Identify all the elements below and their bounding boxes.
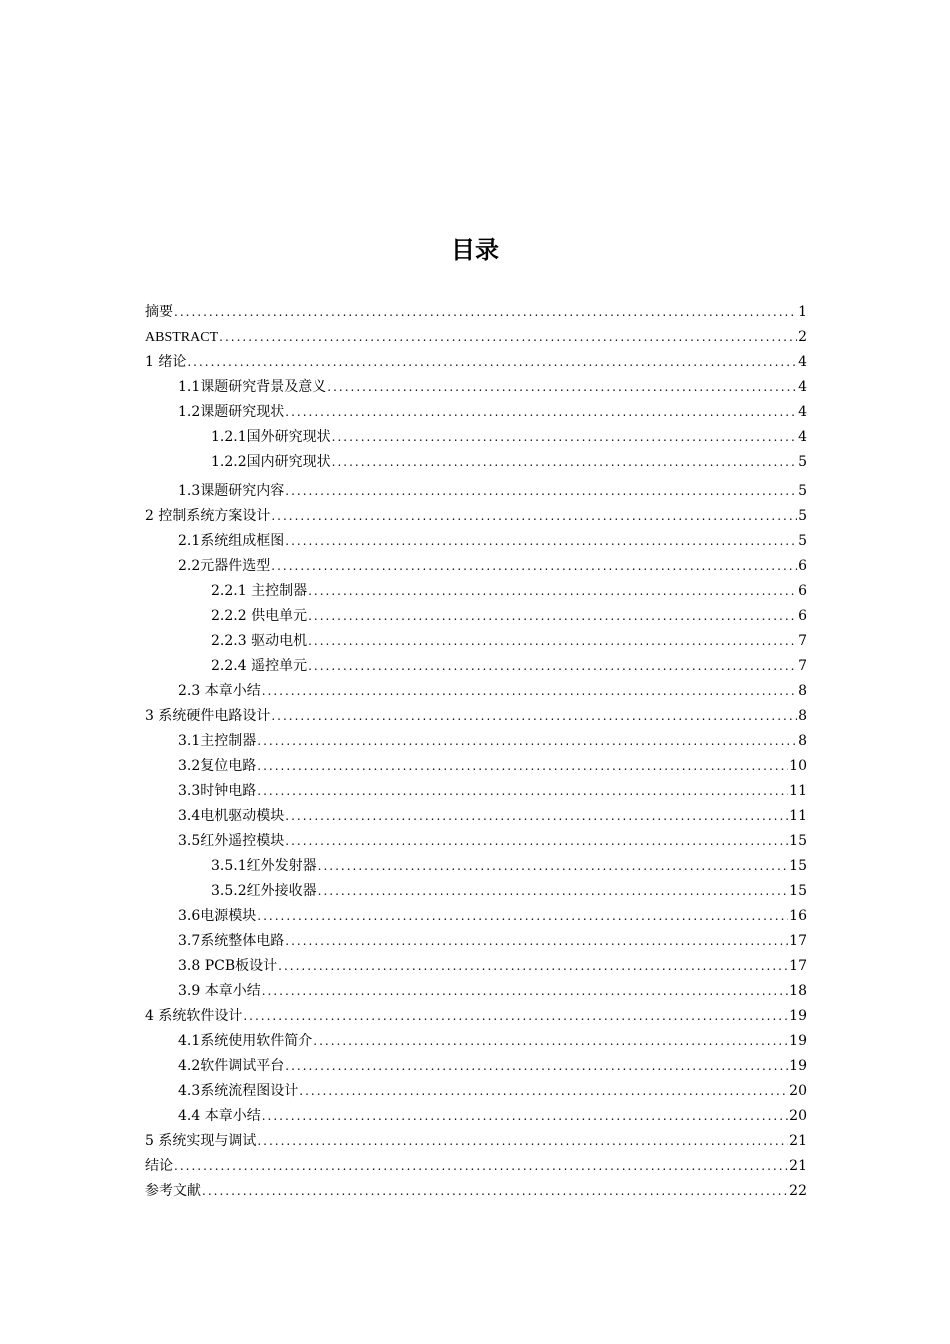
toc-entry[interactable] [178, 480, 807, 502]
toc-dot-leader [257, 905, 788, 927]
toc-entry-label: 1.3课题研究内容 [178, 483, 285, 499]
toc-dot-leader [262, 680, 797, 702]
toc-entry-page-number: 15 [789, 883, 807, 899]
toc-dot-leader [332, 426, 797, 448]
toc-entry-page-number: 11 [789, 783, 807, 799]
toc-entry-label: 3.4电机驱动模块 [178, 808, 285, 824]
toc-entry-page-number: 15 [789, 833, 807, 849]
toc-entry-page-number: 19 [789, 1008, 807, 1024]
toc-entry[interactable] [211, 605, 807, 627]
toc-entry-page-number: 7 [798, 633, 807, 649]
toc-entry-page-number: 4 [798, 429, 807, 445]
toc-entry-label: 4.1系统使用软件简介 [178, 1033, 313, 1049]
toc-entry-page-number: 6 [798, 608, 807, 624]
toc-entry[interactable] [178, 376, 807, 398]
toc-entry-label: 3.2复位电路 [178, 758, 257, 774]
toc-entry[interactable] [145, 505, 807, 527]
toc-entry-page-number: 4 [798, 354, 807, 370]
toc-entry-page-number: 19 [789, 1058, 807, 1074]
toc-entry[interactable] [211, 655, 807, 677]
toc-entry-label: 4 系统软件设计 [145, 1008, 243, 1024]
toc-dot-leader [257, 730, 797, 752]
toc-entry-label: 4.2软件调试平台 [178, 1058, 285, 1074]
toc-entry[interactable] [178, 1030, 807, 1052]
toc-entry-page-number: 5 [798, 533, 807, 549]
toc-entry-label: 1.2.2国内研究现状 [211, 454, 331, 470]
toc-dot-leader [308, 630, 797, 652]
toc-entry-page-number: 16 [789, 908, 807, 924]
toc-entry-label: 3.5红外遥控模块 [178, 833, 285, 849]
toc-entry-page-number: 17 [789, 933, 807, 949]
toc-entry-label: 3.8 PCB板设计 [178, 958, 278, 974]
toc-entry[interactable] [211, 880, 807, 902]
toc-entry-page-number: 15 [789, 858, 807, 874]
toc-entry-page-number: 8 [798, 733, 807, 749]
toc-entry-label: 3.9 本章小结 [178, 983, 261, 999]
toc-entry[interactable] [211, 426, 807, 448]
toc-entry[interactable] [211, 855, 807, 877]
toc-entry-page-number: 6 [798, 583, 807, 599]
toc-entry[interactable] [178, 905, 807, 927]
toc-entry-page-number: 20 [789, 1108, 807, 1124]
toc-entry-page-number: 6 [798, 558, 807, 574]
toc-entry-label: 2.1系统组成框图 [178, 533, 285, 549]
toc-entry-page-number: 8 [798, 708, 807, 724]
toc-dot-leader [202, 1180, 788, 1202]
toc-entry[interactable] [211, 580, 807, 602]
toc-dot-leader [299, 1080, 788, 1102]
toc-entry-label: 2.2.4 遥控单元 [211, 658, 308, 674]
toc-entry-page-number: 19 [789, 1033, 807, 1049]
toc-entry[interactable] [145, 326, 807, 348]
toc-dot-leader [174, 301, 797, 323]
toc-dot-leader [332, 451, 797, 473]
toc-dot-leader [262, 980, 788, 1002]
toc-entry-label: 3.1主控制器 [178, 733, 257, 749]
toc-dot-leader [278, 955, 788, 977]
toc-entry-page-number: 5 [798, 454, 807, 470]
toc-entry[interactable] [178, 955, 807, 977]
toc-entry-page-number: 17 [789, 958, 807, 974]
toc-dot-leader [257, 755, 788, 777]
toc-entry[interactable] [178, 1105, 807, 1127]
toc-dot-leader [318, 880, 789, 902]
toc-entry-label: 2.2.2 供电单元 [211, 608, 308, 624]
toc-entry-label: 4.4 本章小结 [178, 1108, 261, 1124]
toc-dot-leader [318, 855, 789, 877]
toc-entry[interactable] [145, 1155, 807, 1177]
toc-entry[interactable] [178, 780, 807, 802]
toc-entry-label: 5 系统实现与调试 [145, 1133, 257, 1149]
page-title: 目录 [451, 236, 499, 264]
toc-entry-label: 参考文献 [145, 1183, 201, 1199]
toc-entry-page-number: 1 [798, 304, 807, 320]
toc-dot-leader [257, 1130, 788, 1152]
toc-entry[interactable] [178, 1080, 807, 1102]
toc-entry-label: 3.7系统整体电路 [178, 933, 285, 949]
toc-dot-leader [262, 1105, 788, 1127]
toc-entry-page-number: 7 [798, 658, 807, 674]
toc-entry-label: 3.5.2红外接收器 [211, 883, 317, 899]
toc-dot-leader [257, 780, 788, 802]
toc-entry-page-number: 10 [789, 758, 807, 774]
toc-entry-page-number: 11 [789, 808, 807, 824]
toc-entry-page-number: 22 [789, 1183, 807, 1199]
toc-entry-label: 3.6电源模块 [178, 908, 257, 924]
toc-entry[interactable] [178, 401, 807, 423]
toc-entry-label: ABSTRACT [145, 330, 219, 345]
toc-entry-label: 2.2.3 驱动电机 [211, 633, 308, 649]
toc-entry[interactable] [178, 755, 807, 777]
toc-dot-leader [308, 605, 797, 627]
toc-dot-leader [271, 705, 797, 727]
toc-entry[interactable] [145, 1180, 807, 1202]
toc-entry-label: 2.3 本章小结 [178, 683, 261, 699]
toc-entry-page-number: 21 [789, 1158, 807, 1174]
toc-entry[interactable] [145, 1130, 807, 1152]
toc-dot-leader [271, 505, 797, 527]
toc-entry-page-number: 20 [789, 1083, 807, 1099]
toc-entry[interactable] [178, 930, 807, 952]
toc-entry-label: 3 系统硬件电路设计 [145, 708, 271, 724]
toc-entry-page-number: 8 [798, 683, 807, 699]
toc-dot-leader [174, 1155, 788, 1177]
toc-dot-leader [308, 655, 797, 677]
toc-dot-leader [285, 480, 797, 502]
toc-entry[interactable] [145, 1005, 807, 1027]
toc-entry-page-number: 2 [798, 329, 807, 345]
toc-entry-label: 4.3系统流程图设计 [178, 1083, 299, 1099]
toc-entry[interactable] [211, 451, 807, 473]
toc-entry[interactable] [145, 301, 807, 323]
toc-entry[interactable] [178, 730, 807, 752]
toc-dot-leader [285, 830, 788, 852]
toc-entry-label: 2.2元器件选型 [178, 558, 271, 574]
toc-entry-label: 2.2.1 主控制器 [211, 583, 308, 599]
toc-dot-leader [187, 351, 797, 373]
toc-entry-label: 2 控制系统方案设计 [145, 508, 271, 524]
toc-entry[interactable] [178, 1055, 807, 1077]
toc-entry-label: 1.1课题研究背景及意义 [178, 379, 327, 395]
toc-entry[interactable] [178, 805, 807, 827]
toc-entry[interactable] [178, 980, 807, 1002]
toc-entry[interactable] [178, 830, 807, 852]
toc-entry-page-number: 5 [798, 508, 807, 524]
toc-entry[interactable] [211, 630, 807, 652]
toc-entry-label: 摘要 [145, 304, 173, 320]
toc-entry[interactable] [145, 351, 807, 373]
toc-entry-page-number: 4 [798, 404, 807, 420]
toc-dot-leader [327, 376, 797, 398]
toc-entry-label: 结论 [145, 1158, 173, 1174]
toc-entry-label: 3.3时钟电路 [178, 783, 257, 799]
toc-entry-page-number: 18 [789, 983, 807, 999]
toc-entry-label: 1.2.1国外研究现状 [211, 429, 331, 445]
toc-entry-label: 1.2课题研究现状 [178, 404, 285, 420]
toc-dot-leader [285, 930, 788, 952]
toc-entry-page-number: 21 [789, 1133, 807, 1149]
toc-dot-leader [308, 580, 797, 602]
toc-dot-leader [285, 530, 797, 552]
toc-entry[interactable] [145, 705, 807, 727]
toc-entry[interactable] [178, 530, 807, 552]
toc-dot-leader [243, 1005, 788, 1027]
toc-entry-page-number: 5 [798, 483, 807, 499]
toc-dot-leader [313, 1030, 788, 1052]
toc-entry-label: 3.5.1红外发射器 [211, 858, 317, 874]
toc-dot-leader [271, 555, 797, 577]
toc-dot-leader [285, 805, 788, 827]
toc-entry-label: 1 绪论 [145, 354, 187, 370]
toc-entry[interactable] [178, 555, 807, 577]
toc-entry-page-number: 4 [798, 379, 807, 395]
toc-entry[interactable] [178, 680, 807, 702]
toc-dot-leader [219, 326, 797, 348]
toc-dot-leader [285, 401, 797, 423]
toc-dot-leader [285, 1055, 788, 1077]
